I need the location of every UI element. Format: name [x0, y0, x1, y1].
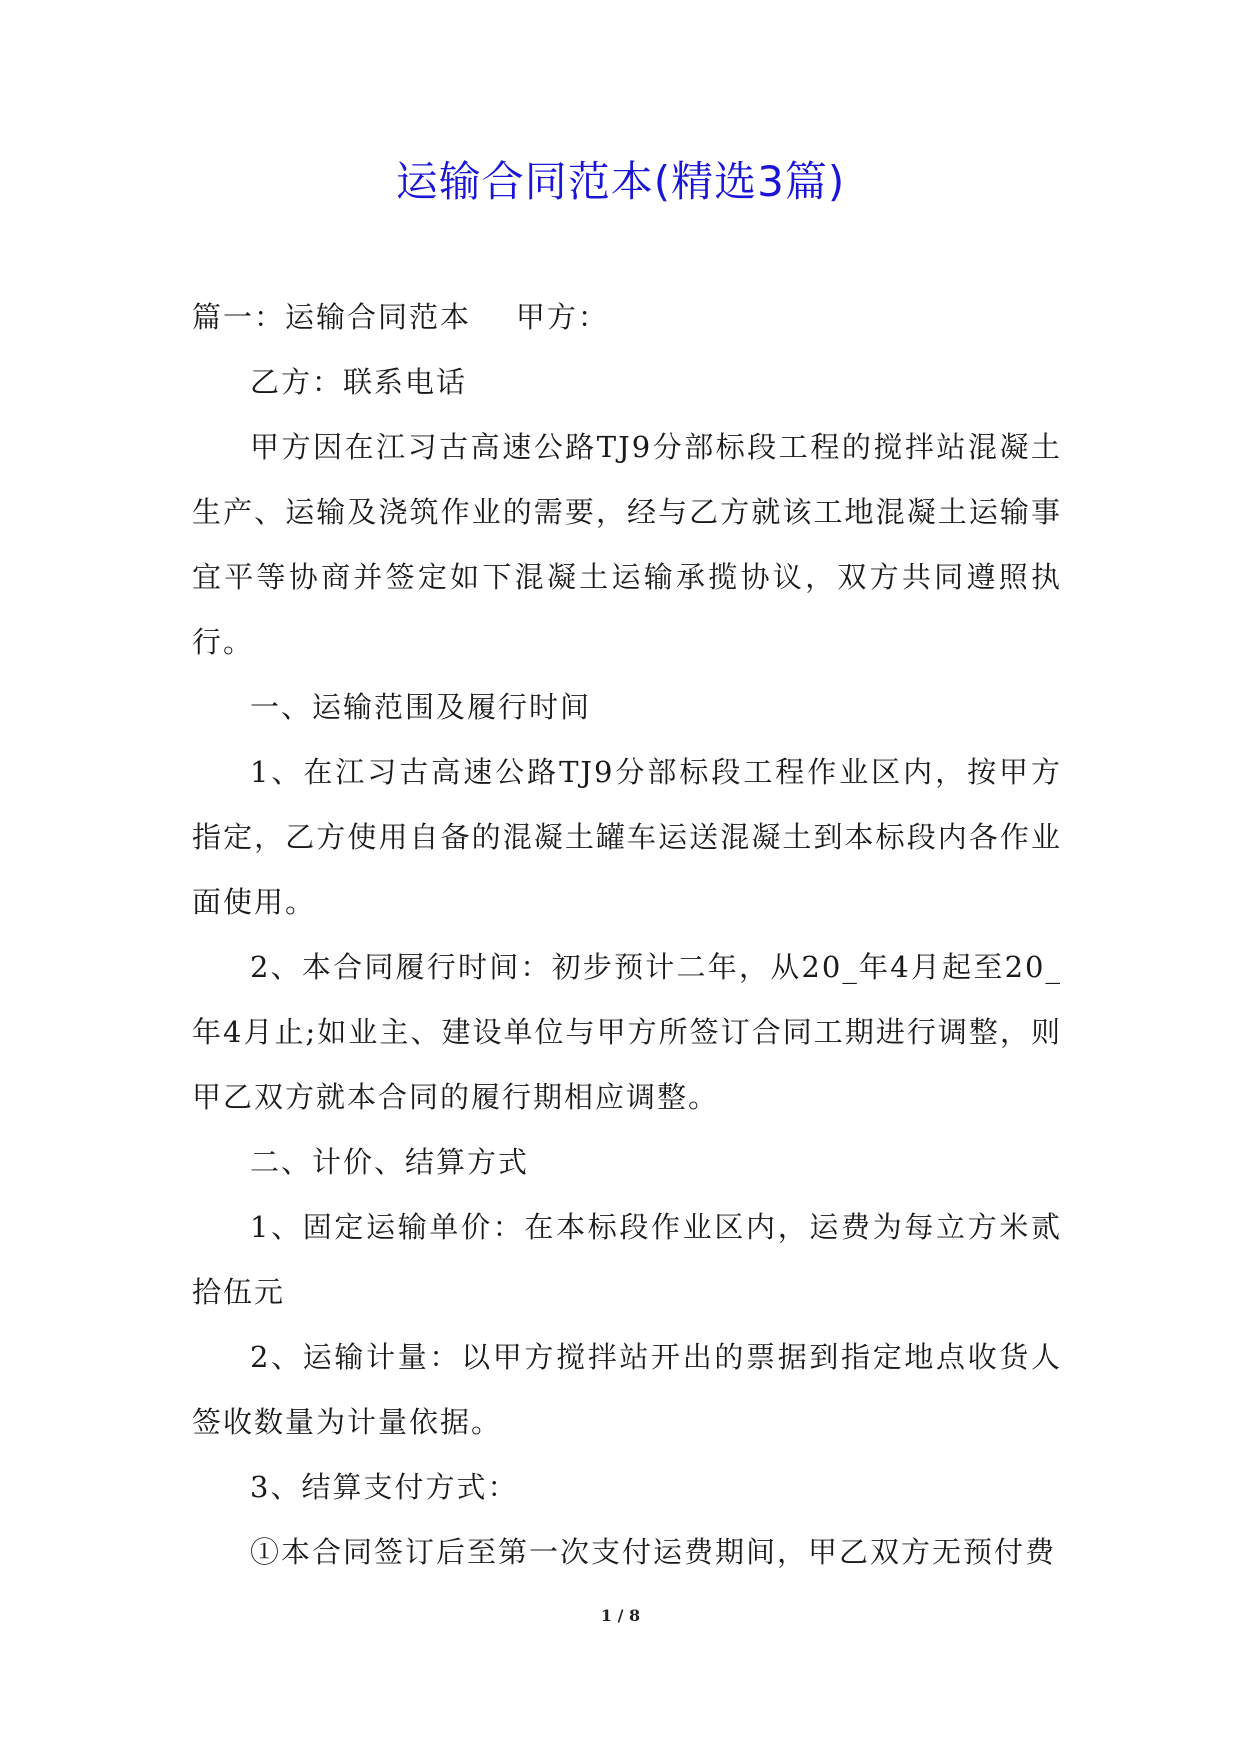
paragraph: 2、运输计量：以甲方搅拌站开出的票据到指定地点收货人签收数量为计量依据。	[192, 1340, 1062, 1439]
paragraph: 1、固定运输单价：在本标段作业区内，运费为每立方米贰拾伍元	[192, 1210, 1062, 1309]
paragraph: 乙方：联系电话	[250, 365, 468, 399]
paragraph: 甲方因在江习古高速公路TJ9分部标段工程的搅拌站混凝土生产、运输及浇筑作业的需要，经与乙方就该工地混凝土运输事宜平等协商并签定如下混凝土运输承揽协议，双方共同遵照执行。	[192, 430, 1062, 659]
document-body	[192, 285, 1062, 1585]
paragraph: 篇一：运输合同范本 甲方：	[192, 300, 609, 334]
paragraph: ①本合同签订后至第一次支付运费期间，甲乙双方无预付费	[250, 1535, 1057, 1569]
paragraph: 2、本合同履行时间：初步预计二年，从20_年4月起至20_年4月止;如业主、建设单位与甲方所签订合同工期进行调整，则甲乙双方就本合同的履行期相应调整。	[192, 950, 1062, 1114]
document-title: 运输合同范本(精选3篇)	[395, 157, 846, 206]
page-number: 1 / 8	[600, 1606, 641, 1625]
section-heading: 二、计价、结算方式	[250, 1145, 530, 1179]
paragraph: 3、结算支付方式：	[250, 1470, 519, 1504]
paragraph: 1、在江习古高速公路TJ9分部标段工程作业区内，按甲方指定，乙方使用自备的混凝土罐车运送混凝土到本标段内各作业面使用。	[192, 755, 1062, 919]
section-heading: 一、运输范围及履行时间	[250, 690, 592, 724]
